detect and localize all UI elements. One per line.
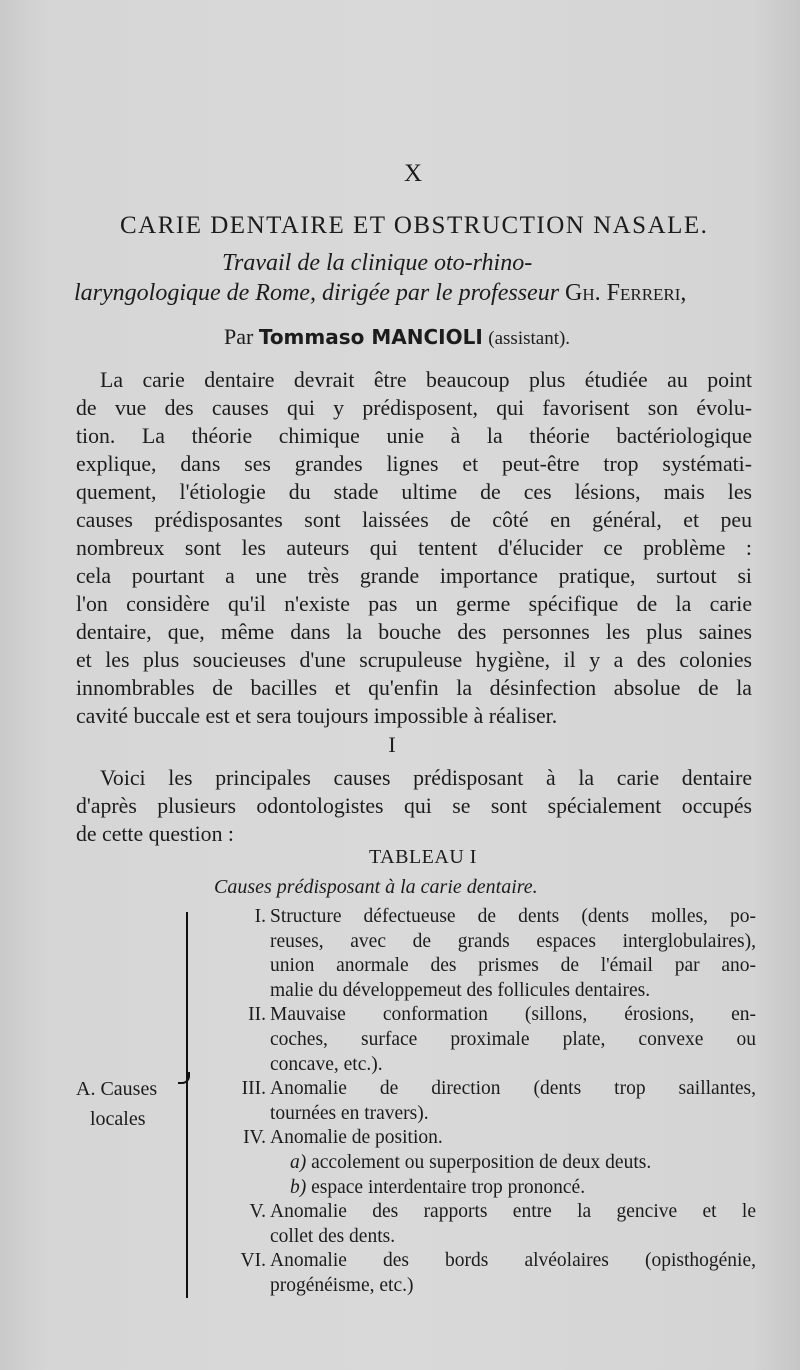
author-line	[224, 324, 570, 350]
item-line: reuses, avec de grands espaces interglobulaires),	[270, 930, 756, 952]
sub-item	[270, 1151, 756, 1176]
paragraph-line: Voici les principales causes prédisposant à la carie dentaire	[100, 766, 752, 790]
table-title: TABLEAU I	[369, 846, 477, 868]
list-item	[218, 905, 756, 1003]
group-label-line-1: A. Causes	[76, 1078, 158, 1100]
paragraph-line: causes prédisposantes sont laissées de côté en général, et peu	[76, 508, 752, 532]
item-number: V.	[249, 1201, 266, 1223]
professor-name: Gh. Ferreri,	[565, 280, 687, 306]
paragraph-line: explique, dans ses grandes lignes et peut-être trop systémati-	[76, 452, 752, 476]
paragraph-line: nombreux sont les auteurs qui tentent d'élucider ce problème :	[76, 536, 752, 560]
author-prefix: Par	[224, 324, 254, 349]
item-line: union anormale des prismes de l'émail par ano-	[270, 955, 756, 977]
sub-item-text: espace interdentaire trop prononcé.	[311, 1176, 586, 1198]
list-item	[218, 1200, 756, 1249]
paragraph-line: d'après plusieurs odontologistes qui se sont spécialement occupés	[76, 794, 752, 818]
intro-paragraph	[76, 366, 752, 730]
item-number: VI.	[240, 1250, 266, 1272]
table-caption: Causes prédisposant à la carie dentaire.	[214, 876, 538, 898]
item-line: tournées en travers).	[270, 1102, 429, 1124]
list-item	[218, 1126, 756, 1200]
list-item	[218, 1003, 756, 1077]
paragraph-line: l'on considère qu'il n'existe pas un germe spécifique de la carie	[76, 592, 752, 616]
section-number: I	[388, 732, 396, 757]
group-label-line-2: locales	[90, 1108, 146, 1130]
paragraph-line: dentaire, que, même dans la bouche des personnes les plus saines	[76, 620, 752, 644]
item-line: malie du développemeut des follicules dentaires.	[270, 979, 651, 1001]
paragraph-line: de cette question :	[76, 822, 234, 846]
paragraph-line: et les plus soucieuses d'une scrupuleuse hygiène, il y a des colonies	[76, 648, 752, 672]
item-line: Mauvaise conformation (sillons, érosions, en-	[270, 1004, 756, 1026]
list-item	[218, 1077, 756, 1126]
group-label	[76, 1074, 157, 1134]
paragraph-line: quement, l'étiologie du stade ultime de ces lésions, mais les	[76, 480, 752, 504]
item-line: Structure défectueuse de dents (dents molles, po-	[270, 906, 756, 927]
subtitle-line-1: Travail de la clinique oto-rhino-	[222, 250, 533, 276]
chapter-title: CARIE DENTAIRE ET OBSTRUCTION NASALE.	[120, 212, 709, 239]
sub-item-letter: b)	[290, 1176, 307, 1198]
item-line: progénéisme, etc.)	[270, 1274, 414, 1296]
sub-item-text: accolement ou superposition de deux deuts.	[311, 1151, 652, 1173]
causes-list	[218, 905, 756, 1299]
paragraph-line: cela pourtant a une très grande importance pratique, surtout si	[76, 564, 752, 588]
sub-item-letter: a)	[290, 1151, 307, 1173]
subtitle-line-2	[74, 280, 686, 307]
paragraph-line: de vue des causes qui y prédisposent, qui favorisent son évolu-	[76, 396, 752, 420]
group-brace	[186, 912, 192, 1298]
item-line: collet des dents.	[270, 1225, 396, 1247]
item-number: IV.	[243, 1127, 266, 1149]
list-item	[218, 1249, 756, 1298]
item-line: coches, surface proximale plate, convexe ou	[270, 1028, 756, 1050]
paragraph-line: innombrables de bacilles et qu'enfin la désinfection absolue de la	[76, 676, 752, 700]
item-line: Anomalie de position.	[270, 1127, 443, 1149]
sub-item	[270, 1176, 756, 1201]
item-number: I.	[254, 906, 266, 927]
item-number: II.	[248, 1004, 266, 1026]
item-line: concave, etc.).	[270, 1053, 383, 1075]
author-name: Tommaso MANCIOLI	[258, 325, 483, 349]
item-line: Anomalie des rapports entre la gencive et le	[270, 1201, 756, 1223]
item-line: Anomalie de direction (dents trop saillantes,	[270, 1078, 756, 1100]
item-line: Anomalie des bords alvéolaires (opisthogénie,	[270, 1250, 756, 1272]
paragraph-line: La carie dentaire devrait être beaucoup plus étudiée au point	[100, 368, 752, 392]
chapter-number: X	[403, 160, 423, 187]
paragraph-line: cavité buccale est et sera toujours impossible à réaliser.	[76, 704, 558, 728]
section-paragraph	[76, 764, 752, 848]
subtitle-line-2-italic: laryngologique de Rome, dirigée par le professeur	[74, 280, 560, 306]
author-role: (assistant).	[488, 328, 571, 349]
paragraph-line: tion. La théorie chimique unie à la théorie bactériologique	[76, 424, 752, 448]
item-number: III.	[241, 1078, 266, 1100]
